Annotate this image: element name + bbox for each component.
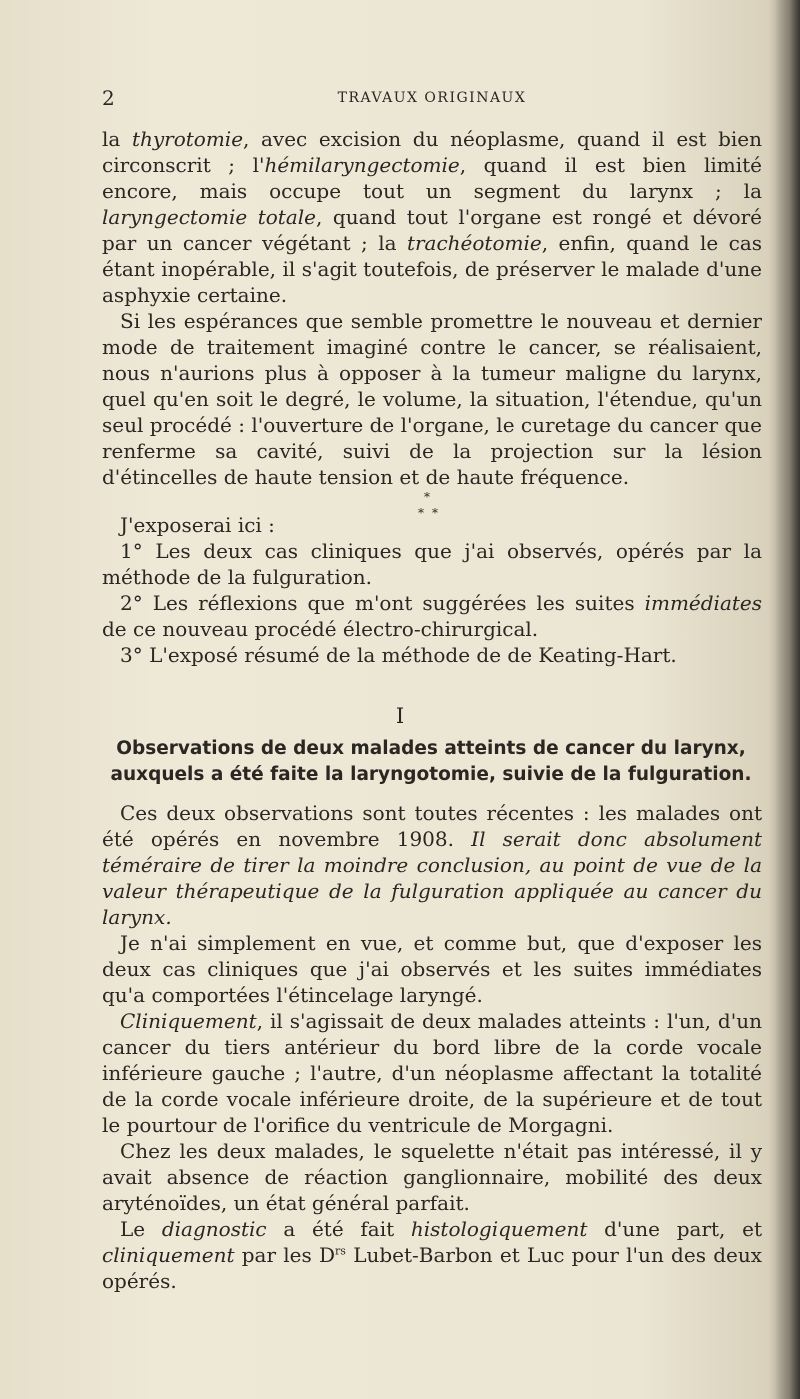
paragraph-hopes: Si les espérances que semble promettre le nouveau et dernier mode de traitement imaginé contre le cancer, se réalisaient, nous n'aurions plus à opposer à la tumeur maligne du larynx, quel qu'en soit le degré, le volume, la situation, l'étendue, qu'un seul procédé : l'ouverture de l'organe, le curetage du cancer que renferme sa cavité, suivi de la projection sur la lésion d'étincelles de haute tension et de haute fréquence. (102, 309, 762, 489)
paragraph-intro: J'exposerai ici : (120, 513, 275, 537)
running-title: TRAVAUX ORIGINAUX (337, 90, 527, 106)
paragraph-diagnosis: Le diagnostic a été fait histologiquement d'une part, et cliniquement par les $D^{rs}$ Lubet-Barbon et Luc pour l'un des deux opérés. (102, 1217, 762, 1293)
text-block-observations (102, 800, 762, 1294)
paragraph-aim: Je n'ai simplement en vue, et comme but, que d'exposer les deux cas cliniques que j'ai observés et les suites immédiates qu'a comportées l'étincelage laryngé. (102, 931, 762, 1007)
text-block-top (102, 126, 762, 490)
separator-star: * (418, 506, 424, 520)
paragraph-clinical: Cliniquement, il s'agissait de deux malades atteints : l'un, d'un cancer du tiers antérieur du bord libre de la corde vocale inférieure gauche ; l'autre, d'un néoplasme affectant la totalité de la corde vocale inférieure droite, de la supérieure et de tout le pourtour de l'orifice du ventricule de Morgagni. (102, 1009, 762, 1137)
list-item: 3° L'exposé résumé de la méthode de de Keating-Hart. (120, 643, 677, 667)
section-numeral: I (395, 704, 405, 728)
paragraph-recent: Ces deux observations sont toutes récentes : les malades ont été opérés en novembre 1908. Il serait donc absolument téméraire de tirer la moindre conclusion, au point de vue de la valeur thérapeutique de la fulguration appliquée au cancer du larynx. (102, 801, 762, 929)
paragraph-treatments: la thyrotomie, avec excision du néoplasme, quand il est bien circonscrit ; l'hémilaryngectomie, quand il est bien limité encore, mais occupe tout un segment du larynx ; la laryngectomie totale, quand tout l'organe est rongé et dévoré par un cancer végétant ; la trachéotomie, enfin, quand le cas étant inopérable, il s'agit toutefois, de préserver le malade d'une asphyxie certaine. (102, 127, 763, 307)
page-header (102, 86, 762, 112)
separator-star: * (432, 506, 438, 520)
list-item: 1° Les deux cas cliniques que j'ai observés, opérés par la méthode de la fulguration. (102, 539, 762, 589)
list-item: 2° Les réflexions que m'ont suggérées les suites immédiates de ce nouveau procédé électro-chirurgical. (102, 591, 762, 641)
separator-star: * (424, 490, 430, 504)
page-number: 2 (102, 86, 115, 110)
text-block-list (102, 512, 762, 668)
section-heading: Observations de deux malades atteints de cancer du larynx, auxquels a été faite la laryngotomie, suivie de la fulguration. (110, 738, 752, 785)
paragraph-patients: Chez les deux malades, le squelette n'était pas intéressé, il y avait absence de réaction ganglionnaire, mobilité des deux aryténoïdes, un état général parfait. (102, 1139, 762, 1215)
page-edge-shadow (774, 0, 800, 1399)
